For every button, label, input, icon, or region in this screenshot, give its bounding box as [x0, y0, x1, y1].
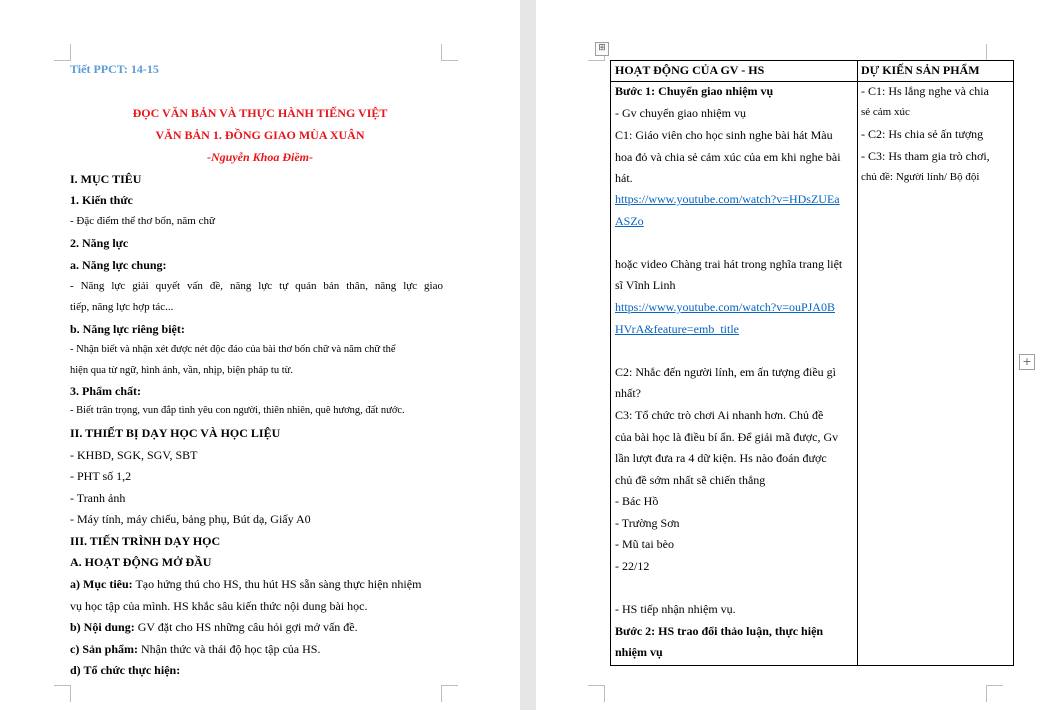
text-noi-dung: GV đặt cho HS những câu hỏi gợi mở vấn đề.	[134, 620, 358, 634]
text-line: hiện qua từ ngữ, hình ảnh, vần, nhịp, biện pháp tu từ.	[70, 365, 293, 376]
text-line: tiếp, năng lực hợp tác...	[70, 301, 174, 313]
cell-line: - C1: Hs lắng nghe và chia	[861, 84, 989, 98]
step-1: Bước 1: Chuyển giao nhiệm vụ	[615, 84, 774, 98]
heading-nang-luc-chung: a. Năng lực chung:	[70, 258, 167, 272]
table-border	[1013, 60, 1014, 666]
crop-mark	[441, 44, 458, 61]
add-column-icon[interactable]: +	[1019, 354, 1035, 370]
crop-mark	[441, 685, 458, 702]
muc-tieu-line	[70, 577, 421, 592]
youtube-link-2-cont[interactable]: HVrA&feature=emb_title	[615, 322, 740, 336]
cell-line: lần lượt đưa ra 4 dữ kiện. Hs nào đoán được	[615, 451, 827, 465]
table-header-activity: HOẠT ĐỘNG CỦA GV - HS	[615, 63, 765, 77]
heading-tien-trinh: III. TIẾN TRÌNH DẠY HỌC	[70, 534, 221, 548]
cell-line: nhất?	[615, 386, 641, 400]
cell-line: C3: Tổ chức trò chơi Ai nhanh hơn. Chủ đề	[615, 408, 824, 422]
heading-pham-chat: 3. Phẩm chất:	[70, 384, 141, 398]
youtube-link-1-cont[interactable]: ASZo	[615, 214, 644, 228]
step-2-cont: nhiệm vụ	[615, 645, 663, 659]
cell-line: của bài học là điều bí ẩn. Để giải mã được, Gv	[615, 430, 839, 444]
table-border	[610, 665, 1014, 666]
label-muc-tieu: a) Mục tiêu:	[70, 577, 133, 591]
text-line: - PHT số 1,2	[70, 469, 132, 483]
text-line: - Nhận biết và nhận xét được nét độc đáo của bài thơ bốn chữ và năm chữ thể	[70, 344, 396, 355]
cell-line: hoặc video Chàng trai hát trong nghĩa trang liệt	[615, 257, 843, 271]
cell-line: - C2: Hs chia sẻ ấn tượng	[861, 127, 984, 141]
text-line: - Tranh ảnh	[70, 491, 126, 505]
heading-hoat-dong-mo-dau: A. HOẠT ĐỘNG MỞ ĐẦU	[70, 555, 212, 569]
doc-author: -Nguyễn Khoa Điềm-	[207, 150, 313, 164]
crop-mark	[588, 685, 605, 702]
label-to-chuc: d) Tổ chức thực hiện:	[70, 663, 181, 677]
step-2: Bước 2: HS trao đổi thảo luận, thực hiện	[615, 624, 824, 638]
document-page-right	[536, 0, 1052, 710]
doc-title-2: VĂN BẢN 1. ĐỒNG GIAO MÙA XUÂN	[155, 128, 365, 142]
heading-nang-luc: 2. Năng lực	[70, 236, 129, 250]
table-border	[610, 81, 1014, 82]
crop-mark	[54, 685, 71, 702]
lesson-period: Tiết PPCT: 14-15	[70, 62, 159, 76]
label-noi-dung: b) Nội dung:	[70, 620, 135, 634]
cell-line: - Gv chuyển giao nhiệm vụ	[615, 106, 746, 120]
cell-line: sĩ Vĩnh Linh	[615, 278, 676, 292]
noi-dung-line	[70, 620, 358, 635]
label-san-pham: c) Sản phẩm:	[70, 642, 139, 656]
crop-mark	[986, 44, 1003, 61]
cell-line: hoa đỏ và chia sẻ cảm xúc của em khi nghe bài	[615, 150, 841, 164]
text-line: - Đặc điểm thể thơ bốn, năm chữ	[70, 215, 215, 227]
text-line: - Máy tính, máy chiếu, bảng phụ, Bút dạ, Giấy A0	[70, 512, 311, 526]
table-border	[610, 60, 1014, 61]
cell-line: - HS tiếp nhận nhiệm vụ.	[615, 602, 736, 616]
table-border	[610, 60, 611, 666]
cell-line: chủ đề sớm nhất sẽ chiến thắng	[615, 473, 766, 487]
crop-mark	[54, 44, 71, 61]
text-line: - Biết trân trọng, vun đắp tình yêu con người, thiên nhiên, quê hương, đất nước.	[70, 405, 405, 416]
table-border	[857, 60, 858, 666]
table-move-handle-icon[interactable]: ⊞	[595, 42, 609, 56]
youtube-link-1[interactable]: https://www.youtube.com/watch?v=HDsZUEa	[615, 192, 840, 206]
table-header-product: DỰ KIẾN SẢN PHẨM	[861, 63, 980, 77]
crop-mark	[986, 685, 1003, 702]
cell-line: C1: Giáo viên cho học sinh nghe bài hát Màu	[615, 128, 833, 142]
cell-line: - Bác Hồ	[615, 494, 659, 508]
text-line: - KHBD, SGK, SGV, SBT	[70, 448, 198, 462]
doc-title-1: ĐỌC VĂN BẢN VÀ THỰC HÀNH TIẾNG VIỆT	[132, 106, 388, 120]
heading-nang-luc-rieng: b. Năng lực riêng biệt:	[70, 322, 185, 336]
document-page-left	[0, 0, 520, 710]
cell-line: hát.	[615, 171, 633, 185]
cell-line: - C3: Hs tham gia trò chơi,	[861, 149, 990, 163]
heading-muc-tieu: I. MỤC TIÊU	[70, 172, 142, 186]
cell-line: chủ đề: Người lính/ Bộ đội	[861, 171, 980, 183]
cell-line: sẻ cảm xúc	[861, 106, 910, 118]
heading-thiet-bi: II. THIẾT BỊ DẠY HỌC VÀ HỌC LIỆU	[70, 426, 281, 440]
text-san-pham: Nhận thức và thái độ học tập của HS.	[138, 642, 321, 656]
text-line: - Năng lực giải quyết vấn đề, năng lực tự quản bản thân, năng lực giao	[70, 280, 443, 292]
san-pham-line	[70, 642, 320, 657]
heading-kien-thuc: 1. Kiến thức	[70, 193, 133, 207]
youtube-link-2[interactable]: https://www.youtube.com/watch?v=ouPJA0B	[615, 300, 835, 314]
cell-line: - Mũ tai bèo	[615, 537, 674, 551]
text-muc-tieu: Tạo hứng thú cho HS, thu hút HS sẵn sàng thực hiện nhiệm	[132, 577, 422, 591]
cell-line: C2: Nhắc đến người lính, em ấn tượng điều gì	[615, 365, 836, 379]
text-line: vụ học tập của mình. HS khắc sâu kiến thức nội dung bài học.	[70, 599, 368, 613]
cell-line: - Trường Sơn	[615, 516, 680, 530]
cell-line: - 22/12	[615, 559, 650, 573]
